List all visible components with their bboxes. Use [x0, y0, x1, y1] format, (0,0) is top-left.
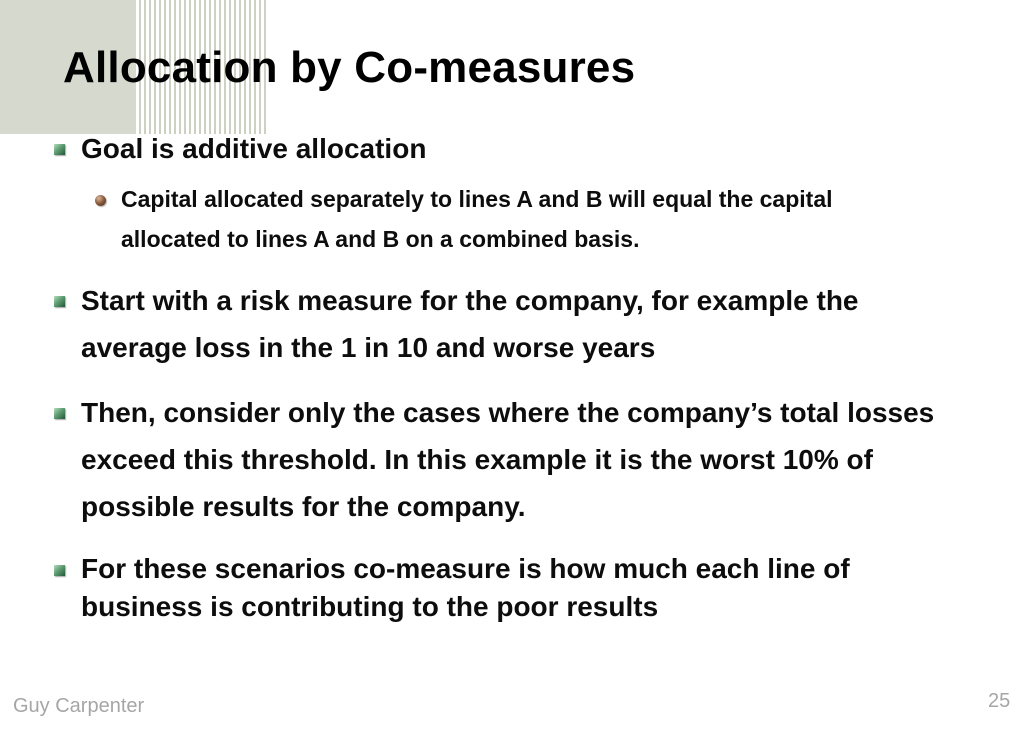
slide-title: Allocation by Co-measures	[63, 43, 636, 92]
green-square-bullet-icon	[54, 408, 65, 419]
green-square-bullet-icon	[54, 565, 65, 576]
bullet-co-measure: For these scenarios co-measure is how much each line of business is contributing to the poor results	[81, 553, 850, 622]
bullet-risk-measure: Start with a risk measure for the company, for example the average loss in the 1 in 10 and worse years	[81, 285, 859, 363]
sub-bullet-capital: Capital allocated separately to lines A and B will equal the capital allocated to lines A and B on a combined basis.	[121, 186, 833, 252]
page-number: 25	[988, 690, 1011, 712]
green-square-bullet-icon	[54, 296, 65, 307]
bullet-threshold: Then, consider only the cases where the company’s total losses exceed this threshold. In this example it is the worst 10% of possible results for the company.	[81, 397, 935, 522]
footer-brand: Guy Carpenter	[13, 695, 145, 717]
brown-circle-bullet-icon	[95, 195, 106, 206]
green-square-bullet-icon	[54, 144, 65, 155]
bullet-goal: Goal is additive allocation	[81, 133, 427, 164]
